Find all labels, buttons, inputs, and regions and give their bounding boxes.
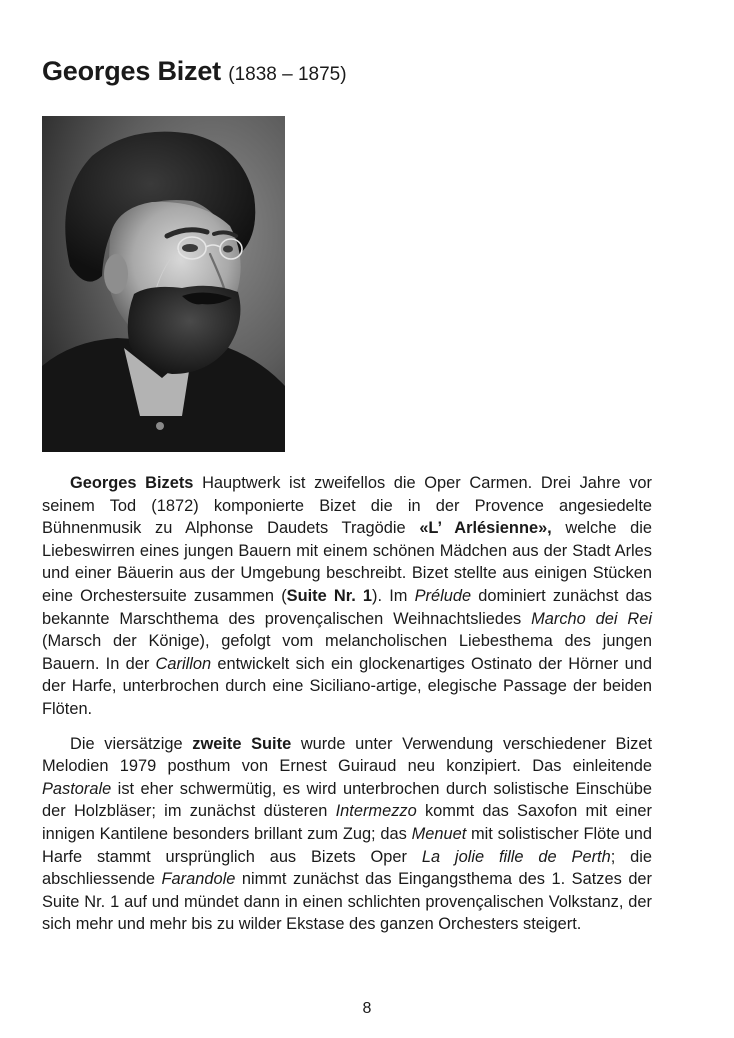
text-run: dominiert zunächst das bekannte Marschthema des provençalischen Weihnachtsliedes — [42, 586, 653, 628]
italic-carillon: Carillon — [155, 654, 212, 673]
text-run: Die viersätzige — [70, 734, 193, 753]
text-run: kommt das Saxofon mit einer innigen Kantilene besonders brillant zum Zug; das — [42, 802, 652, 843]
bold-arlesienne: «L’ Arlésienne», — [419, 519, 552, 538]
text-run: wurde unter Verwendung verschiedener Bizet Melodien 1979 posthum von Ernest Guiraud neu konzipiert. Das einleitende — [42, 734, 653, 776]
italic-intermezzo: Intermezzo — [335, 802, 417, 821]
paragraph-suite-2 — [42, 733, 652, 936]
composer-portrait — [42, 116, 285, 452]
italic-marcho-dei-rei: Marcho dei Rei — [531, 609, 652, 628]
text-run: entwickelt sich ein glockenartiges Ostinato der Hörner und der Harfe, unterbrochen durch eine Siciliano-artige, elegische Passage der beiden Flöten. — [42, 654, 652, 718]
text-run: ; die abschliessende — [42, 847, 653, 889]
text-run: mit solistischer Flöte und Harfe stammt ursprünglich aus Bizets Oper — [42, 824, 653, 866]
italic-menuet: Menuet — [411, 824, 467, 843]
italic-pastorale: Pastorale — [42, 779, 112, 798]
composer-name: Georges Bizet — [42, 56, 221, 86]
bold-suite-nr-1: Suite Nr. 1 — [286, 586, 373, 605]
text-run: ). Im — [372, 586, 415, 605]
article-body — [42, 472, 652, 948]
paragraph-suite-1 — [42, 472, 652, 721]
text-run: ist eher schwermütig, es wird unterbrochen durch solistische Einschübe der Holzbläser; im zunächst düsteren — [42, 779, 652, 821]
portrait-photo — [42, 116, 285, 452]
page-title — [42, 56, 347, 87]
composer-years: (1838 – 1875) — [228, 64, 347, 85]
bold-zweite-suite: zweite Suite — [192, 734, 292, 753]
page-number: 8 — [362, 1000, 372, 1017]
italic-farandole: Farandole — [161, 870, 236, 889]
text-run: nimmt zunächst das Eingangsthema des 1. Satzes der Suite Nr. 1 auf und mündet dann in einen schlichten provençalischen Volkstanz, der sich mehr und mehr bis zu wilder Ekstase des ganzen Orchesters steigert. — [42, 870, 653, 934]
text-run: welche die Liebeswirren eines jungen Bauern mit einem schönen Mädchen aus der Stadt Arles und einer Bäuerin aus der Umgebung beschreibt. Bizet stellte aus einigen Stücken eine Orchestersuite zusammen ( — [42, 519, 653, 605]
text-run: (Marsch der Könige), gefolgt vom melancholischen Liebesthema des jungen Bauern. In der — [42, 632, 652, 673]
italic-la-jolie-fille: La jolie fille de Perth — [421, 847, 611, 866]
bold-bizets: Georges Bizets — [70, 474, 194, 492]
text-run: Hauptwerk ist zweifellos die Oper Carmen. Drei Jahre vor seinem Tod (1872) komponierte Bizet die in der Provence angesiedelte Bühnenmusik zu Alphonse Daudets Tragödie — [42, 474, 652, 538]
italic-prelude: Prélude — [414, 586, 472, 605]
